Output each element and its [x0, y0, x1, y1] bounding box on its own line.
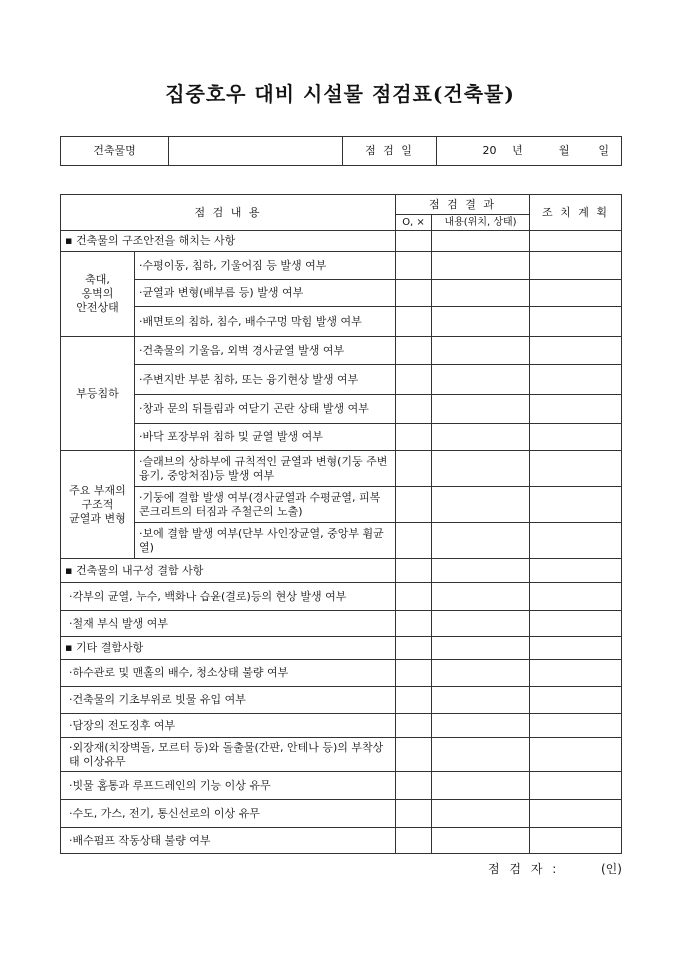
cell-ox[interactable] — [396, 252, 432, 280]
cell-ox[interactable] — [396, 660, 432, 687]
check-item: ·수도, 가스, 전기, 통신선로의 이상 유무 — [61, 800, 396, 828]
cell-action[interactable] — [530, 337, 622, 365]
cell-ox[interactable] — [396, 559, 432, 583]
cell-detail[interactable] — [432, 365, 530, 395]
check-item: ·배수펌프 작동상태 불량 여부 — [61, 828, 396, 854]
cell-ox[interactable] — [396, 687, 432, 714]
check-item: ·바닥 포장부위 침하 및 균열 발생 여부 — [135, 424, 396, 451]
cell-ox[interactable] — [396, 451, 432, 487]
cell-detail[interactable] — [432, 660, 530, 687]
check-item: ·주변지반 부분 침하, 또는 융기현상 발생 여부 — [135, 365, 396, 395]
cell-detail[interactable] — [432, 252, 530, 280]
section-title-structural: ▪ 건축물의 구조안전을 해치는 사항 — [61, 231, 396, 252]
cell-action[interactable] — [530, 714, 622, 738]
header-result: 점 검 결 과 — [396, 195, 530, 215]
cell-ox[interactable] — [396, 714, 432, 738]
check-item: ·담장의 전도징후 여부 — [61, 714, 396, 738]
cell-detail[interactable] — [432, 828, 530, 854]
cell-ox[interactable] — [396, 307, 432, 337]
cell-ox[interactable] — [396, 583, 432, 611]
cell-detail[interactable] — [432, 637, 530, 660]
cell-detail[interactable] — [432, 714, 530, 738]
cell-detail[interactable] — [432, 687, 530, 714]
check-item: ·하수관로 및 맨홀의 배수, 청소상태 불량 여부 — [61, 660, 396, 687]
inspector-signature — [488, 860, 628, 877]
cell-detail[interactable] — [432, 487, 530, 523]
group-label-settlement: 부등침하 — [61, 337, 135, 451]
check-item: ·건축물의 기초부위로 빗물 유입 여부 — [61, 687, 396, 714]
inspection-table — [60, 194, 622, 854]
header-content: 점 검 내 용 — [61, 195, 396, 231]
cell-ox[interactable] — [396, 487, 432, 523]
date-year-unit: 년 — [501, 137, 535, 166]
check-item: ·빗물 홈통과 루프드레인의 기능 이상 유무 — [61, 772, 396, 800]
cell-ox[interactable] — [396, 365, 432, 395]
check-item: ·건축물의 기울음, 외벽 경사균열 발생 여부 — [135, 337, 396, 365]
header-detail: 내용(위치, 상태) — [432, 215, 530, 231]
date-day-unit: 일 — [574, 137, 622, 166]
cell-action[interactable] — [530, 280, 622, 307]
cell-detail[interactable] — [432, 337, 530, 365]
cell-ox[interactable] — [396, 280, 432, 307]
cell-detail[interactable] — [432, 800, 530, 828]
cell-ox[interactable] — [396, 337, 432, 365]
group-label-retaining-wall: 축대, 옹벽의 안전상태 — [61, 252, 135, 337]
cell-action[interactable] — [530, 395, 622, 424]
cell-action[interactable] — [530, 523, 622, 559]
check-item: ·창과 문의 뒤틀림과 여닫기 곤란 상태 발생 여부 — [135, 395, 396, 424]
cell-ox[interactable] — [396, 424, 432, 451]
cell-action[interactable] — [530, 559, 622, 583]
cell-ox[interactable] — [396, 395, 432, 424]
cell-ox[interactable] — [396, 800, 432, 828]
cell-detail[interactable] — [432, 307, 530, 337]
cell-action[interactable] — [530, 231, 622, 252]
cell-action[interactable] — [530, 583, 622, 611]
cell-ox[interactable] — [396, 611, 432, 637]
check-item: ·각부의 균열, 누수, 백화나 습윤(결로)등의 현상 발생 여부 — [61, 583, 396, 611]
cell-detail[interactable] — [432, 559, 530, 583]
section-title-other: ▪ 기타 결함사항 — [61, 637, 396, 660]
cell-action[interactable] — [530, 611, 622, 637]
cell-action[interactable] — [530, 487, 622, 523]
section-title-durability: ▪ 건축물의 내구성 결함 사항 — [61, 559, 396, 583]
cell-action[interactable] — [530, 451, 622, 487]
cell-ox[interactable] — [396, 637, 432, 660]
check-item: ·외장재(치장벽돌, 모르터 등)와 돌출물(간판, 안테나 등)의 부착상태 이상유무 — [61, 738, 396, 772]
inspector-label: 점 검 자 : — [488, 862, 560, 876]
check-item: ·기둥에 결함 발생 여부(경사균열과 수평균열, 피복 콘크리트의 터짐과 주철근의 노출) — [135, 487, 396, 523]
cell-detail[interactable] — [432, 611, 530, 637]
cell-action[interactable] — [530, 252, 622, 280]
building-info-table — [60, 136, 622, 166]
check-item: ·균열과 변형(배부름 등) 발생 여부 — [135, 280, 396, 307]
check-item: ·수평이동, 침하, 기울어짐 등 발생 여부 — [135, 252, 396, 280]
cell-action[interactable] — [530, 828, 622, 854]
cell-detail[interactable] — [432, 451, 530, 487]
cell-detail[interactable] — [432, 395, 530, 424]
cell-action[interactable] — [530, 660, 622, 687]
check-item: ·보에 결함 발생 여부(단부 사인장균열, 중앙부 휨균열) — [135, 523, 396, 559]
date-year[interactable]: 20 — [437, 137, 501, 166]
building-name-field[interactable] — [169, 137, 343, 166]
cell-detail[interactable] — [432, 772, 530, 800]
cell-detail[interactable] — [432, 738, 530, 772]
check-item: ·슬래브의 상하부에 규칙적인 균열과 변형(기둥 주변 융기, 중앙처짐)등 발생 여부 — [135, 451, 396, 487]
inspection-date-label: 점 검 일 — [343, 137, 437, 166]
check-item: ·철재 부식 발생 여부 — [61, 611, 396, 637]
cell-detail[interactable] — [432, 280, 530, 307]
cell-ox[interactable] — [396, 738, 432, 772]
cell-action[interactable] — [530, 637, 622, 660]
page-title: 집중호우 대비 시설물 점검표(건축물) — [165, 82, 515, 106]
building-name-label: 건축물명 — [61, 137, 169, 166]
cell-action[interactable] — [530, 772, 622, 800]
cell-detail[interactable] — [432, 424, 530, 451]
group-label-member-cracks: 주요 부재의 구조적 균열과 변형 — [61, 451, 135, 559]
cell-detail[interactable] — [432, 583, 530, 611]
cell-ox[interactable] — [396, 523, 432, 559]
header-ox: O, × — [396, 215, 432, 231]
check-item: ·배면토의 침하, 침수, 배수구멍 막힘 발생 여부 — [135, 307, 396, 337]
cell-ox[interactable] — [396, 828, 432, 854]
date-month-unit: 월 — [535, 137, 574, 166]
cell-ox[interactable] — [396, 231, 432, 252]
cell-action[interactable] — [530, 738, 622, 772]
cell-detail[interactable] — [432, 523, 530, 559]
header-action: 조 치 계 획 — [530, 195, 622, 231]
inspector-seal[interactable]: (인) — [601, 862, 622, 876]
cell-action[interactable] — [530, 307, 622, 337]
cell-action[interactable] — [530, 365, 622, 395]
cell-action[interactable] — [530, 424, 622, 451]
cell-action[interactable] — [530, 687, 622, 714]
cell-action[interactable] — [530, 800, 622, 828]
cell-ox[interactable] — [396, 772, 432, 800]
cell-detail[interactable] — [432, 231, 530, 252]
